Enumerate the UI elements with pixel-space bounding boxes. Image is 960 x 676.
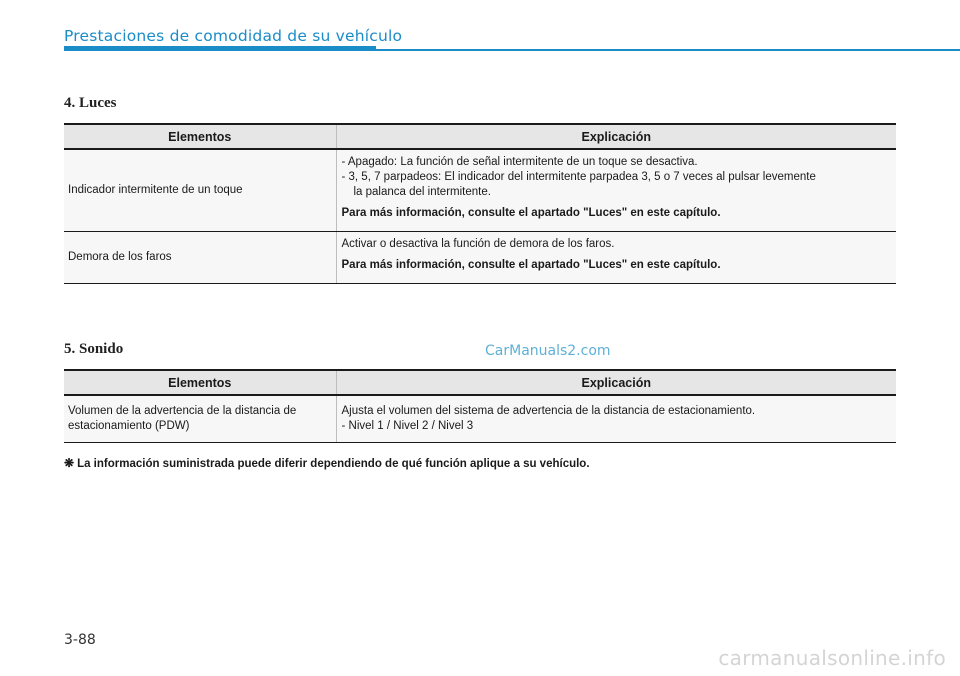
table-row (64, 395, 896, 442)
header-rule-thick (64, 46, 376, 51)
table-header-row (64, 124, 896, 149)
table-sonido (64, 369, 896, 443)
element-cell (64, 395, 336, 442)
footer-watermark: carmanualsonline.info (718, 646, 946, 670)
asterisk-icon: ❋ (64, 456, 75, 470)
explanation-cell (336, 395, 896, 442)
element-cell: Indicador intermitente de un toque (64, 149, 336, 231)
column-header-explicacion: Explicación (336, 370, 896, 395)
table-header-row (64, 370, 896, 395)
reference-note: Para más información, consulte el apartado "Luces" en este capítulo. (341, 258, 721, 271)
footnote (64, 456, 590, 470)
explanation-line: la palanca del intermitente. (353, 186, 491, 198)
section-title-luces: 4. Luces (64, 95, 117, 111)
chapter-title: Prestaciones de comodidad de su vehículo (64, 27, 403, 45)
column-header-explicacion: Explicación (336, 124, 896, 149)
section-title-sonido: 5. Sonido (64, 341, 124, 357)
explanation-line: - Nivel 1 / Nivel 2 / Nivel 3 (341, 420, 474, 433)
column-header-elementos: Elementos (64, 370, 336, 395)
explanation-line: - 3, 5, 7 parpadeos: El indicador del intermitente parpadea 3, 5 o 7 veces al pulsar levemente (341, 171, 816, 183)
table-luces (64, 123, 896, 284)
site-watermark: CarManuals2.com (485, 343, 611, 359)
header-rule-thin (376, 49, 960, 51)
explanation-line: Activar o desactiva la función de demora de los faros. (341, 237, 615, 250)
chapter-header (64, 27, 960, 57)
reference-note: Para más información, consulte el apartado "Luces" en este capítulo. (341, 207, 721, 219)
element-line: Volumen de la advertencia de la distancia de (68, 404, 297, 417)
explanation-line: - Apagado: La función de señal intermitente de un toque se desactiva. (341, 156, 698, 168)
explanation-line: Ajusta el volumen del sistema de advertencia de la distancia de estacionamiento. (341, 405, 756, 418)
explanation-cell (336, 231, 896, 283)
explanation-cell (336, 149, 896, 231)
column-header-elementos: Elementos (64, 124, 336, 149)
page-number: 3-88 (64, 632, 96, 648)
element-cell: Demora de los faros (64, 231, 336, 283)
footnote-text: La información suministrada puede diferir dependiendo de qué función aplique a su vehículo. (77, 458, 590, 470)
table-row (64, 231, 896, 283)
element-line: estacionamiento (PDW) (68, 419, 190, 432)
table-row (64, 149, 896, 231)
